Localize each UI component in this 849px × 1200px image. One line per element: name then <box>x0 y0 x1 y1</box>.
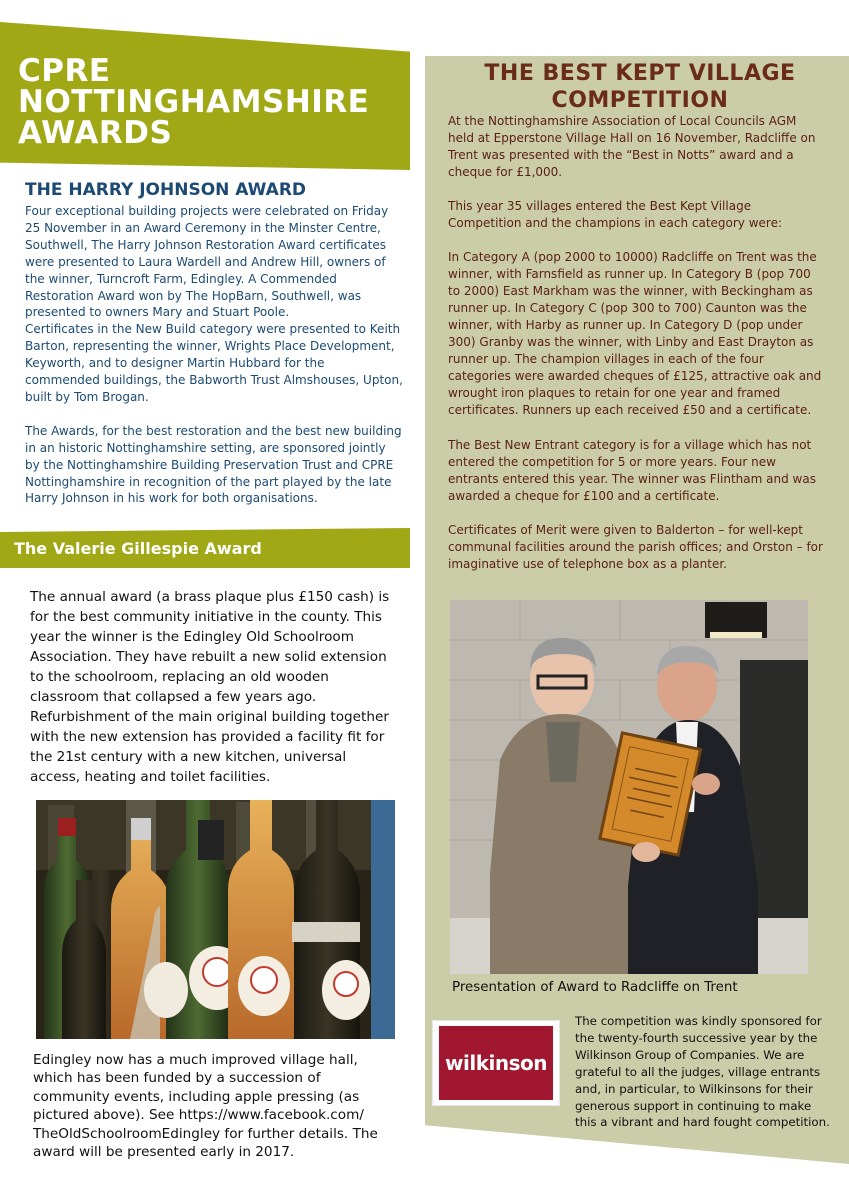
wilkinson-logo-text: wilkinson <box>445 1051 547 1075</box>
award-presentation-illustration <box>450 600 808 974</box>
best-kept-village-heading: THE BEST KEPT VILLAGE COMPETITION <box>484 61 796 113</box>
valerie-gillespie-heading: The Valerie Gillespie Award <box>14 539 262 558</box>
bottles-illustration <box>36 800 395 1039</box>
valerie-gillespie-body: The annual award (a brass plaque plus £150 cash) is for the best community initiative in the county. This year the winner is the Edingley Old Schoolroom Association. They have rebuilt a new solid extension to the schoolroom, replacing an old wooden classroom that collapsed a few years ago. Refurbishment of the main original building together with the new extension has provided a facility fit for the 21st century with a new kitchen, universal access, heating and toilet facilities. <box>30 589 390 785</box>
bkv-paragraph-2: This year 35 villages entered the Best Kept Village Competition and the champions in each category were: <box>448 199 783 230</box>
page-title: CPRE NOTTINGHAMSHIRE AWARDS <box>18 53 370 151</box>
bkv-paragraph-4: The Best New Entrant category is for a village which has not entered the competition for 5 or more years. Four new entrants entered this year. The winner was Flintham and was awarded a cheque for £100 and a certificate. <box>448 438 816 503</box>
harry-johnson-heading: THE HARRY JOHNSON AWARD <box>25 180 307 200</box>
wilkinson-logo-background <box>439 1026 553 1100</box>
bkv-paragraph-5: Certificates of Merit were given to Balderton – for well-kept communal facilities around the parish offices; and Orston – for imaginative use of telephone box as a planter. <box>448 523 823 571</box>
edingley-body: Edingley now has a much improved village hall, which has been funded by a succession of community events, including apple pressing (as pictured above). See https://www.facebook.com/ TheOldSchoolroomEdingley for further details. The award will be presented early in 2017. <box>33 1052 378 1161</box>
photo-caption: Presentation of Award to Radcliffe on Trent <box>452 980 738 995</box>
apple-juice-bottles-photo <box>36 800 395 1039</box>
harry-johnson-body: Four exceptional building projects were celebrated on Friday 25 November in an Award Ceremony in the Minster Centre, Southwell, The Harry Johnson Restoration Award certificates were presented to Laura Wardell and Andrew Hill, owners of the winner, Turncroft Farm, Edingley. A Commended Restoration Award won by The HopBarn, Southwell, was presented to owners Mary and Stuart Poole. Certificates in the New Build category were presented to Keith Barton, representing the winner, Wrights Place Development, Keyworth, and to designer Martin Hubbard for the commended buildings, the Babworth Trust Almshouses, Upton, built by Tom Brogan. The Awards, for the best restoration and the best new building in an historic Nottinghamshire setting, are sponsored jointly by the Nottinghamshire Building Preservation Trust and CPRE Nottinghamshire in recognition of the part played by the late Harry Johnson in his work for both organisations. <box>25 204 403 506</box>
award-presentation-photo <box>450 600 808 974</box>
bkv-paragraph-1: At the Nottinghamshire Association of Local Councils AGM held at Epperstone Village Hall on 16 November, Radcliffe on Trent was presented with the “Best in Notts” award and a cheque for £1,000. <box>448 114 816 179</box>
sponsor-text: The competition was kindly sponsored for the twenty-fourth successive year by the Wilkinson Group of Companies. We are grateful to all the judges, village entrants and, in particular, to Wilkinsons for their generous support in continuing to make this a vibrant and hard fought competition. <box>575 1014 830 1130</box>
wilkinson-logo <box>432 1020 560 1106</box>
bkv-paragraph-3: In Category A (pop 2000 to 10000) Radcliffe on Trent was the winner, with Farnsfield as runner up. In Category B (pop 700 to 2000) East Markham was the winner, with Beckingham as runner up. In Category C (pop 300 to 700) Caunton was the winner, with Harby as runner up. In Category D (pop under 300) Granby was the winner, with Linby and East Drayton as runner up. The champion villages in each of the four categories were awarded cheques of £125, attractive oak and wrought iron plaques to retain for one year and framed certificates. Runners up each received £50 and a certificate. <box>448 250 822 417</box>
